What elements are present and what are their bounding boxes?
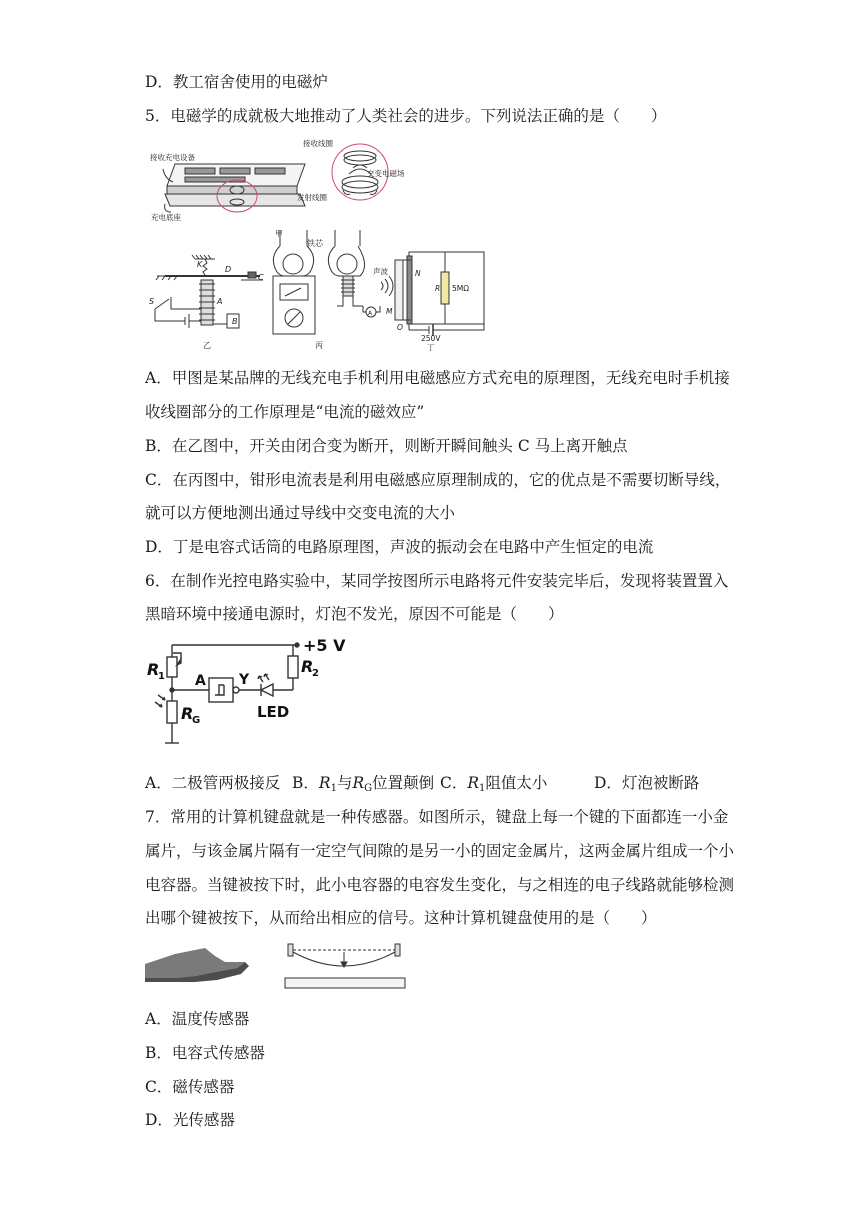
label-sound-wave: 声波 <box>373 267 388 276</box>
label-rg-sub: G <box>192 715 201 726</box>
label-iron-core: 铁芯 <box>307 239 323 248</box>
label-changing-field: 交变电磁场 <box>367 169 405 178</box>
label-jia: 甲 <box>275 229 283 238</box>
label-rg: R <box>181 704 194 723</box>
q7-stem-2: 属片，与该金属片隔有一定空气间隙的是另一小的固定金属片，这两金属片组成一个小 <box>145 842 735 860</box>
q5-option-a-1: A．甲图是某品牌的无线充电手机利用电磁感应方式充电的原理图，无线充电时手机接 <box>145 369 730 387</box>
q6-option-b-r1: R <box>318 774 331 792</box>
q7-stem-1: 7．常用的计算机键盘就是一种传感器。如图所示，键盘上每一个键的下面都连一小金 <box>145 808 729 826</box>
label-C: C <box>258 273 264 282</box>
label-B: B <box>232 317 238 326</box>
q6-option-b-rg: R <box>352 774 365 792</box>
q5-option-b: B．在乙图中，开关由闭合变为断开，则断开瞬间触头 C 马上离开触点 <box>145 437 628 455</box>
label-D: D <box>225 265 232 274</box>
q6-option-b-suffix: 位置颠倒 <box>372 774 435 792</box>
label-R: R <box>435 284 441 293</box>
q6-option-d: D．灯泡被断路 <box>594 774 700 792</box>
label-ammeter: A <box>368 310 373 317</box>
label-ding: 丁 <box>427 343 435 352</box>
label-vcc: +5 V <box>303 636 346 655</box>
q6-option-b <box>292 773 440 799</box>
q7-option-c: C．磁传感器 <box>145 1078 235 1096</box>
label-led: LED <box>257 703 290 721</box>
label-r1-sub: 1 <box>158 671 165 682</box>
q7-option-d: D．光传感器 <box>145 1111 235 1129</box>
label-N: N <box>415 269 421 278</box>
q6-option-c-prefix: C． <box>440 774 468 792</box>
q7-stem-3: 电容器。当键被按下时，此小电容器的电容发生变化，与之相连的电子线路就能够检测 <box>145 876 735 894</box>
q5-figure <box>145 134 485 356</box>
label-transmit-coil: 发射线圈 <box>297 193 327 202</box>
q6-option-b-prefix: B． <box>292 774 319 792</box>
q7-option-a: A．温度传感器 <box>145 1010 250 1028</box>
label-gate-a: A <box>195 673 206 689</box>
label-voltage: 250V <box>421 334 441 343</box>
q5-stem: 5．电磁学的成就极大地推动了人类社会的进步。下列说法正确的是（ ） <box>145 107 667 125</box>
q7-option-b: B．电容式传感器 <box>145 1044 265 1062</box>
q6-circuit-figure <box>145 632 370 754</box>
q6-option-b-rg-sub: G <box>364 783 373 794</box>
label-resistor-value: 5MΩ <box>452 284 469 293</box>
label-bing: 丙 <box>315 341 323 350</box>
q6-option-b-r1-sub: 1 <box>330 783 337 794</box>
label-receiving-coil: 接收线圈 <box>303 139 333 148</box>
q7-keyboard-figure <box>145 942 410 994</box>
label-gate-y: Y <box>239 672 250 688</box>
q6-option-a: A．二极管两极接反 <box>145 774 281 792</box>
q6-option-c-r1: R <box>467 774 480 792</box>
q7-stem-4: 出哪个键被按下，从而给出相应的信号。这种计算机键盘使用的是（ ） <box>145 909 657 927</box>
label-O: O <box>397 323 403 332</box>
q4-option-d: D．教工宿舍使用的电磁炉 <box>145 73 328 91</box>
q6-option-c-r1-sub: 1 <box>479 783 486 794</box>
q5-option-d: D．丁是电容式话筒的电路原理图，声波的振动会在电路中产生恒定的电流 <box>145 538 654 556</box>
q5-option-a-2: 收线圈部分的工作原理是“电流的磁效应” <box>145 403 425 421</box>
q5-option-c-1: C．在丙图中，钳形电流表是利用电磁感应原理制成的，它的优点是不需要切断导线， <box>145 471 731 489</box>
q6-option-b-mid: 与 <box>336 774 353 792</box>
label-A: A <box>217 297 223 306</box>
label-r2: R <box>301 657 314 676</box>
label-K: K <box>197 260 203 269</box>
label-receiver-device: 接收充电设备 <box>150 153 195 162</box>
q5-option-c-2: 就可以方便地测出通过导线中交变电流的大小 <box>145 504 456 522</box>
q6-stem-2: 黑暗环境中接通电源时，灯泡不发光，原因不可能是（ ） <box>145 605 564 623</box>
label-r2-sub: 2 <box>312 668 319 679</box>
q6-option-c-suffix: 阻值太小 <box>485 774 548 792</box>
label-charging-base: 充电底座 <box>151 213 181 222</box>
label-r1: R <box>147 660 160 679</box>
q6-stem-1: 6．在制作光控电路实验中，某同学按图所示电路将元件安装完毕后，发现将装置置入 <box>145 572 729 590</box>
label-yi: 乙 <box>203 341 211 350</box>
label-M: M <box>386 307 393 316</box>
q6-options <box>145 773 699 799</box>
q6-option-c <box>440 773 594 799</box>
label-S: S <box>149 297 155 306</box>
